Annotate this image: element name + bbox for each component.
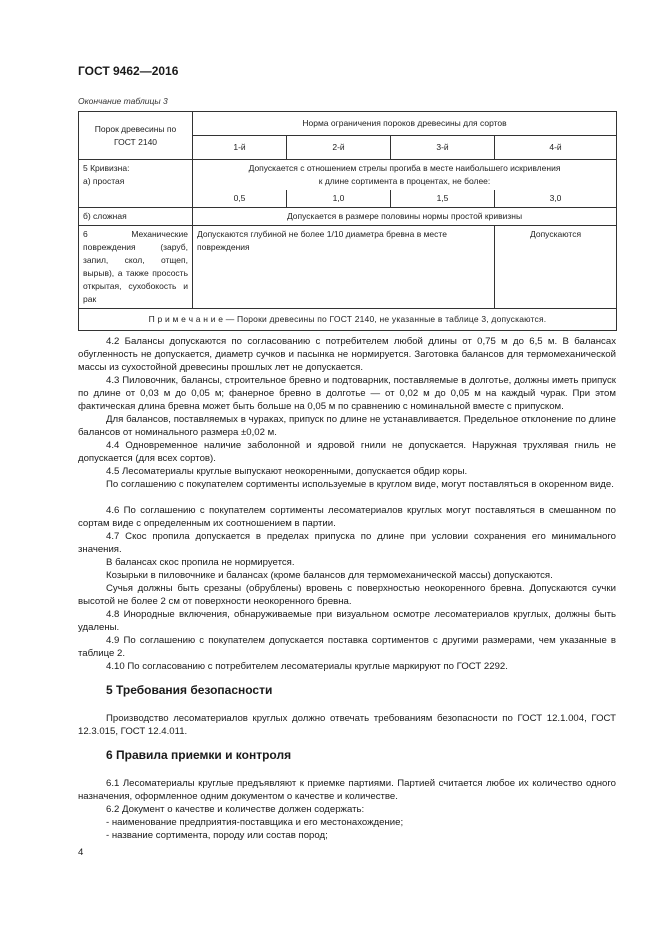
section-5-text: Производство лесоматериалов круглых должно отвечать требованиям безопасности по ГОСТ 12.1.004, ГОСТ 12.3.015, ГОСТ 12.4.011. xyxy=(78,713,616,737)
curvature-text-line-2: к длине сортимента в процентах, не более: xyxy=(318,176,491,186)
curvature-simple-text xyxy=(193,160,617,191)
paragraph-4-7: 4.7 Скос пропила допускается в пределах припуска по длине при условии сохранения его минимального значения. xyxy=(78,531,616,555)
curvature-value-1: 0,5 xyxy=(193,190,287,208)
curvature-complex-label: б) сложная xyxy=(79,208,193,226)
table-note-row xyxy=(79,309,617,331)
table-row xyxy=(79,160,617,191)
header-norm: Норма ограничения пороков древесины для сортов xyxy=(193,112,617,136)
table-note: П р и м е ч а н и е — Пороки древесины по ГОСТ 2140, не указанные в таблице 3, допускаются. xyxy=(79,309,617,331)
paragraph-4-9: 4.9 По соглашению с покупателем допускается поставка сортиментов с другими размерами, чем указанные в таблице 2. xyxy=(78,635,616,659)
paragraph-4-6: 4.6 По соглашению с покупателем сортименты лесоматериалов круглых могут поставляться в смешанном по сортам виде с определенным их соотношением в партии. xyxy=(78,505,616,529)
paragraph-4-4: 4.4 Одновременное наличие заболонной и ядровой гнили не допускается. Наружная трухлявая гниль не допускается (для всех сортов). xyxy=(78,440,616,464)
mechanical-damage-grade4: Допускаются xyxy=(495,226,617,309)
grade-1: 1-й xyxy=(193,136,287,160)
paragraph-4-10: 4.10 По согласованию с потребителем лесоматериалы круглые маркируют по ГОСТ 2292. xyxy=(106,661,508,672)
table-row xyxy=(79,208,617,226)
paragraph-4-5: 4.5 Лесоматериалы круглые выпускают неокоренными, допускается обдир коры. xyxy=(106,466,468,477)
page-number: 4 xyxy=(78,847,84,858)
paragraph-4-7c: Козырьки в пиловочнике и балансах (кроме балансов для термомеханической массы) допускаются. xyxy=(106,570,553,581)
curvature-value-3: 1,5 xyxy=(391,190,495,208)
table-row xyxy=(79,190,617,208)
empty-cell xyxy=(79,190,193,208)
paragraph-4-7d: Сучья должны быть срезаны (обрублены) вровень с поверхностью неокоренного бревна. Допускаются сучки высотой не более 2 см от поверхности неокоренного бревна. xyxy=(78,583,616,607)
list-item: - название сортимента, породу или состав пород; xyxy=(106,830,328,841)
curvature-text-line-1: Допускается с отношением стрелы прогиба в месте наибольшего искривления xyxy=(248,163,561,173)
paragraph-6-1: 6.1 Лесоматериалы круглые предъявляют к приемке партиями. Партией считается любое их количество одного назначения, оформленное одним документом о качестве и количестве. xyxy=(78,778,616,802)
section-6-title: 6 Правила приемки и контроля xyxy=(106,748,292,762)
curvature-title: 5 Кривизна: xyxy=(83,163,130,173)
header-defect: Порок древесины по ГОСТ 2140 xyxy=(79,112,193,160)
curvature-simple-label xyxy=(79,160,193,191)
curvature-complex-text: Допускается в размере половины нормы простой кривизны xyxy=(193,208,617,226)
paragraph-4-2: 4.2 Балансы допускаются по согласованию с потребителем любой длины от 0,75 м до 6,5 м. В балансах обугленность не допускается, диаметр сучков и пасынка не нормируется. Заготовка балансов для термомеханической массы из сухостойной древесины прошлых лет не допускается. xyxy=(78,336,616,373)
grade-3: 3-й xyxy=(391,136,495,160)
paragraph-4-7b: В балансах скос пропила не нормируется. xyxy=(106,557,295,568)
document-code: ГОСТ 9462—2016 xyxy=(78,64,179,78)
grade-4: 4-й xyxy=(495,136,617,160)
paragraph-4-5b: По соглашению с покупателем сортименты используемые в круглом виде, могут поставляться в окоренном виде. xyxy=(106,479,614,490)
curvature-value-2: 1,0 xyxy=(287,190,391,208)
section-5-title: 5 Требования безопасности xyxy=(106,683,273,697)
table-row xyxy=(79,226,617,309)
table-header-row xyxy=(79,112,617,136)
curvature-value-4: 3,0 xyxy=(495,190,617,208)
paragraph-6-2: 6.2 Документ о качестве и количестве должен содержать: xyxy=(106,804,365,815)
grade-2: 2-й xyxy=(287,136,391,160)
list-item: - наименование предприятия-поставщика и его местонахождение; xyxy=(106,817,404,828)
table-caption: Окончание таблицы 3 xyxy=(78,96,168,106)
mechanical-damage-label: 6 Механические повреждения (заруб, запил, скол, отщеп, вырыв), а также просость открытая, сухобокость и рак xyxy=(79,226,193,309)
paragraph-4-8: 4.8 Инородные включения, обнаруживаемые при визуальном осмотре лесоматериалов круглых, должны быть удалены. xyxy=(78,609,616,633)
paragraph-4-3: 4.3 Пиловочник, балансы, строительное бревно и подтоварник, поставляемые в долготье, должны иметь припуск по длине от 0,03 м до 0,05 м; фанерное бревно в долготье — от 0,02 м до 0,05 м на каждый чурак. При этом фактическая длина бревна может быть больше на 0,05 м по сравнению с номинальной вместе с припуском. xyxy=(78,375,616,412)
defects-table xyxy=(78,111,617,331)
curvature-simple: а) простая xyxy=(83,176,125,186)
paragraph-4-3b: Для балансов, поставляемых в чураках, припуск по длине не устанавливается. Предельное отклонение по длине балансов от номинального размера ±0,02 м. xyxy=(78,414,616,438)
mechanical-damage-text: Допускаются глубиной не более 1/10 диаметра бревна в месте повреждения xyxy=(193,226,495,309)
